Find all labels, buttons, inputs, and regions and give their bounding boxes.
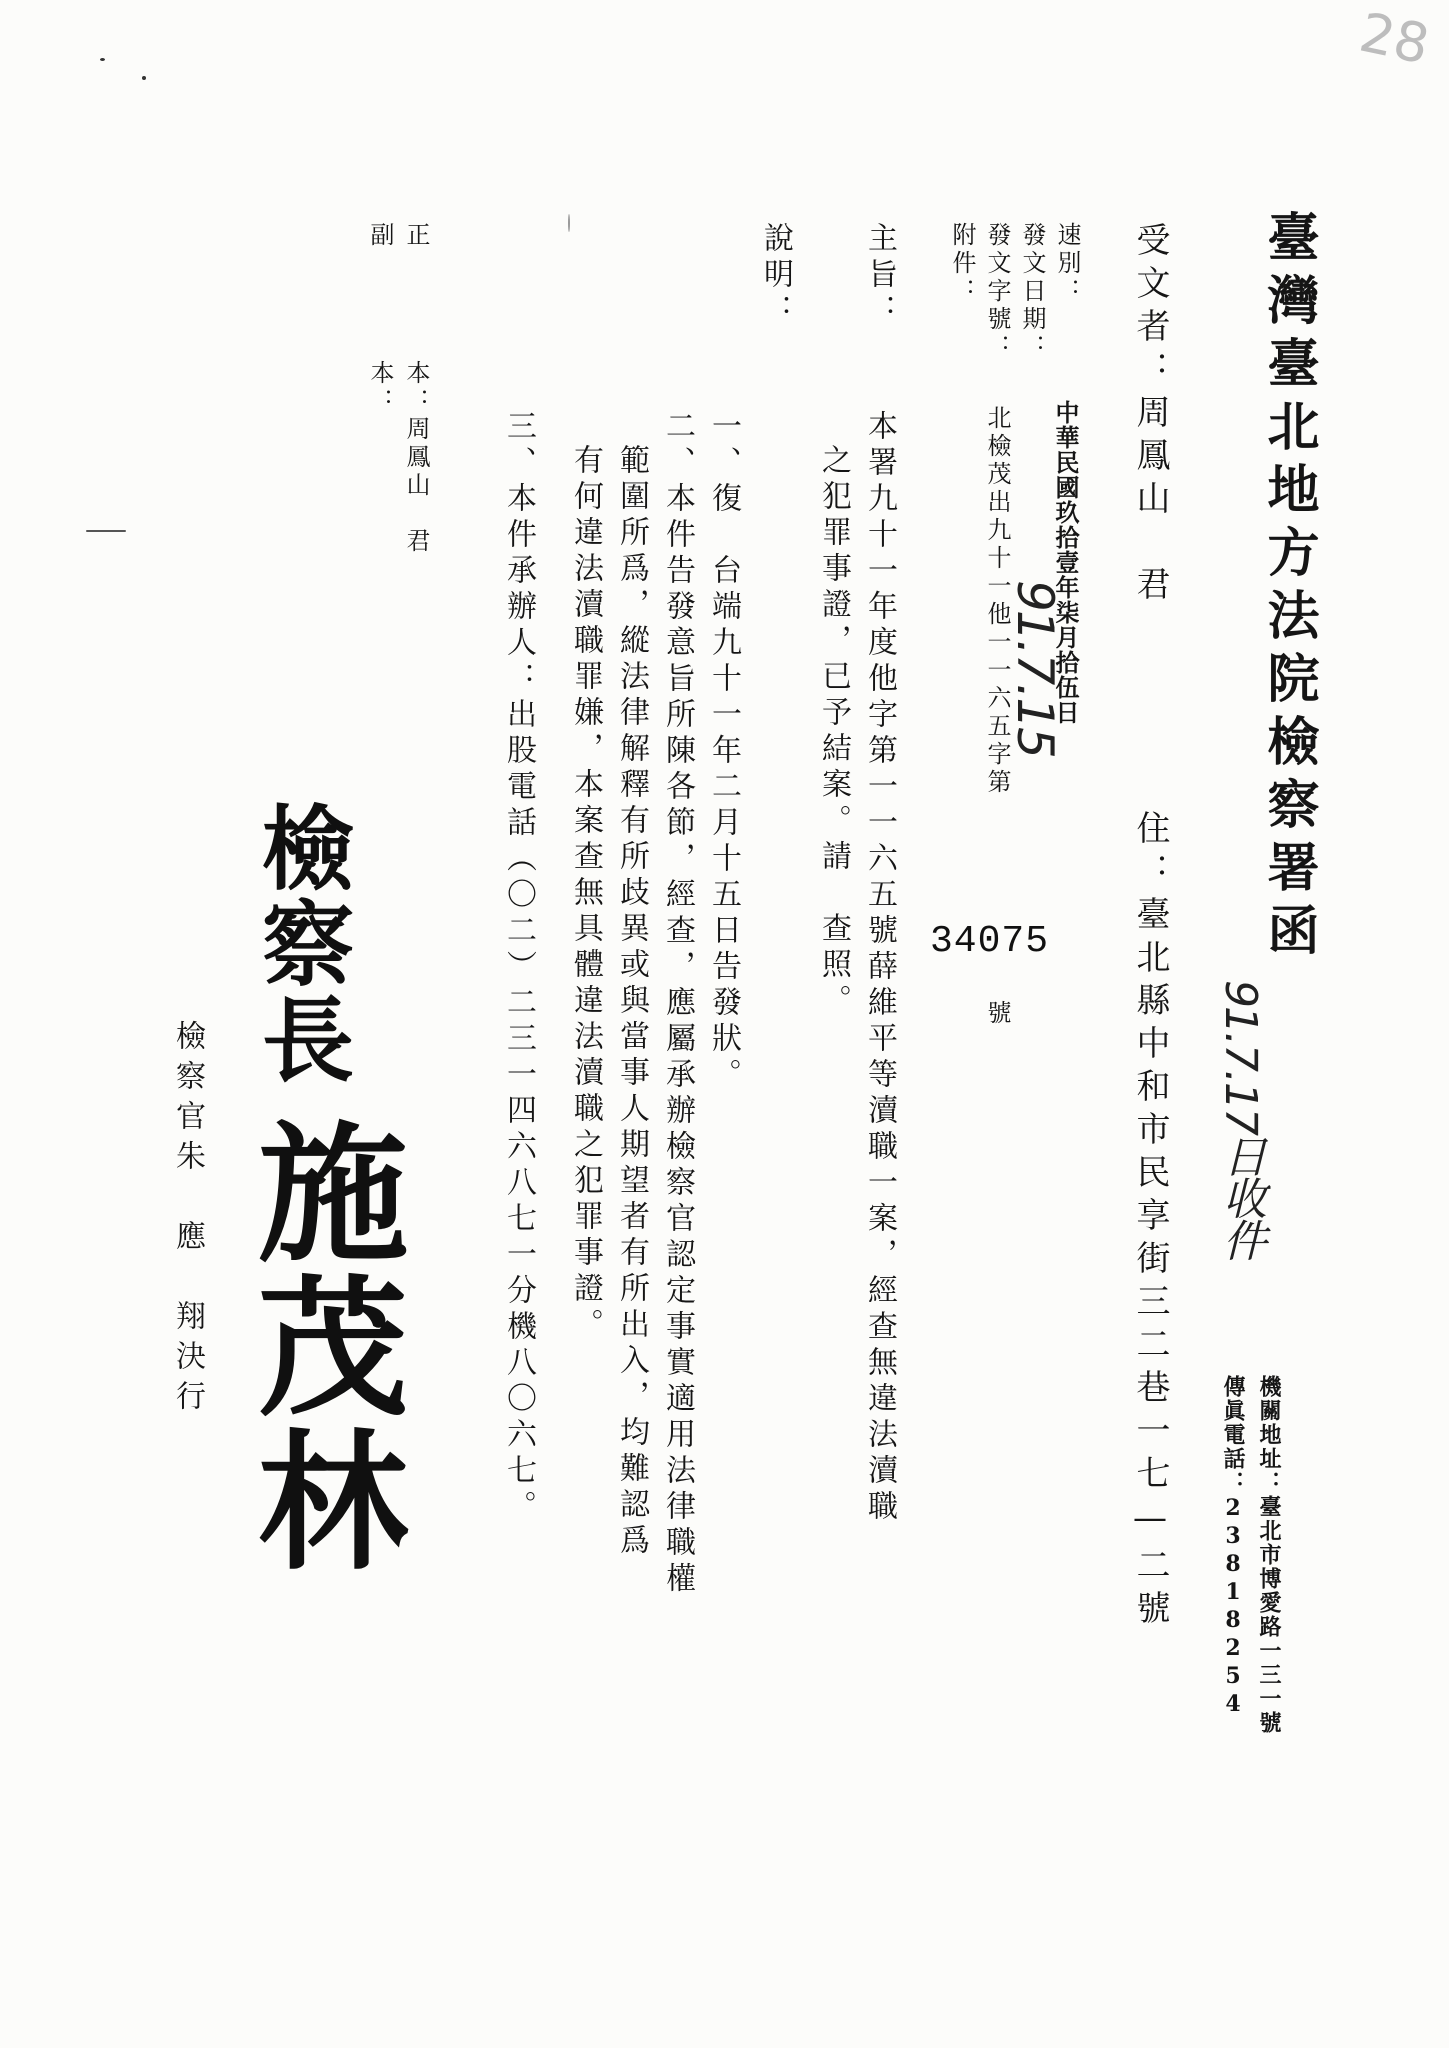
copy-vice-text: 本： — [366, 360, 394, 416]
attachment-label: 附件： — [948, 222, 976, 306]
scan-speck — [142, 76, 146, 80]
scan-mark — [568, 214, 570, 232]
issue-date-label: 發文日期： — [1018, 222, 1046, 362]
recipient-address-label: 住： — [1130, 810, 1170, 896]
recipient-line — [1130, 222, 1170, 609]
scan-speck — [100, 58, 105, 61]
handwritten-receipt: 91.7.17日收件 — [1215, 980, 1266, 1260]
document-title: 臺灣臺北地方法院檢察署函 — [1258, 210, 1319, 966]
explanation-label-text: 說明： — [758, 222, 793, 330]
issue-number-suffix: 號 — [983, 1000, 1011, 1028]
chief-name-seal: 施茂林 — [232, 1115, 408, 1577]
officer-signature: 檢察官朱 應 翔決行 — [170, 1020, 205, 1420]
scan-mark — [86, 530, 126, 532]
recipient-address: 臺北縣中和市民享街三二巷一七—二號 — [1130, 896, 1170, 1633]
copy-vice-label: 副 — [366, 222, 394, 250]
explanation-label — [758, 222, 793, 330]
agency-fax: 傳眞電話：2381​8254 — [1220, 1375, 1246, 1719]
copy-main-text: 本：周鳳山 君 — [402, 360, 430, 556]
explanation-item-1: 一、復 台端九十一年二月十五日告發狀。 — [706, 410, 741, 1094]
serial-stamp: 34075 — [930, 920, 1050, 963]
issue-date: 中華民國玖拾壹年柒月拾伍日 — [1051, 400, 1080, 725]
explanation-item-2-line-2: 範圍所爲，縱法律解釋有所歧異或與當事人期望者有所出入，均難認爲 — [614, 444, 649, 1560]
recipient-name: 周鳳山 君 — [1130, 394, 1170, 609]
recipient-label: 受文者： — [1130, 222, 1170, 394]
explanation-item-2-line-3: 有何違法瀆職罪嫌，本案查無具體違法瀆職之犯罪事證。 — [568, 444, 603, 1344]
explanation-item-3: 三、本件承辦人：出股電話（〇二）二三一四六八七一分機八〇六七。 — [501, 410, 536, 1526]
recipient-address-line — [1130, 810, 1170, 1633]
handwritten-date: 91.7.15 — [1006, 580, 1064, 757]
corner-page-number: 28 — [1354, 0, 1435, 77]
agency-address: 機關地址：臺北市博愛路一三一號 — [1256, 1375, 1282, 1735]
subject-label — [862, 222, 897, 330]
issue-number-label: 發文字號： — [983, 222, 1011, 362]
copy-main-label: 正 — [402, 222, 430, 250]
speed-label: 速別： — [1053, 222, 1081, 306]
explanation-item-2-line-1: 二、本件告發意旨所陳各節，經查，應屬承辦檢察官認定事實適用法律職權 — [660, 410, 695, 1598]
subject-label-text: 主旨： — [862, 222, 897, 330]
subject-line-2: 之犯罪事證，已予結案。請 查照。 — [816, 444, 851, 1020]
chief-title-seal: 檢察長 — [247, 800, 355, 1088]
issue-number: 北檢茂出九十一他一一六五字第 — [983, 405, 1011, 797]
subject-line-1: 本署九十一年度他字第一一六五號薛維平等瀆職一案，經查無違法瀆職 — [862, 410, 897, 1526]
